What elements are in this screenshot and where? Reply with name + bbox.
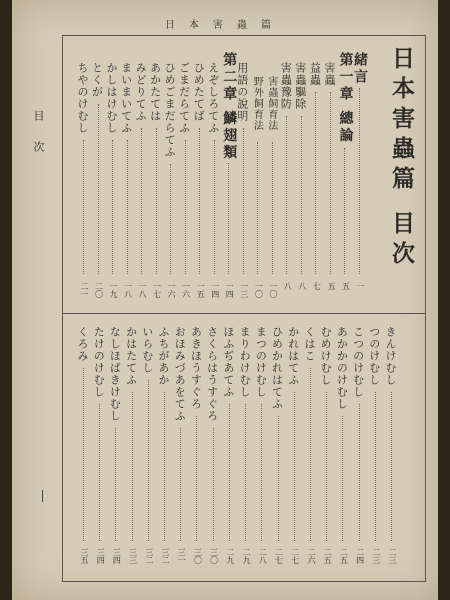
lower-entry-page: 二三 xyxy=(371,548,381,564)
upper-entry-label: 緒言 xyxy=(352,52,368,86)
upper-entry-page: 一三 xyxy=(239,282,249,298)
lower-entry-label: あかかのけむし xyxy=(335,326,349,410)
leader-dots xyxy=(326,392,328,541)
leader-dots xyxy=(156,128,158,274)
leader-dots xyxy=(83,140,85,274)
lower-entry-label: さくらはうすぐろ xyxy=(205,326,219,422)
upper-entry-page: 七 xyxy=(312,282,322,290)
lower-entry-label: つのけむし xyxy=(367,326,381,386)
leader-dots xyxy=(148,380,150,541)
lower-entry-label: なしほばきけむし xyxy=(108,326,122,422)
leader-dots xyxy=(196,416,198,541)
upper-entry-label: 害蟲豫防 xyxy=(279,62,293,110)
upper-entry-page: 一五 xyxy=(196,282,206,298)
leader-dots xyxy=(83,368,85,541)
leader-dots xyxy=(359,404,361,541)
leader-dots xyxy=(344,148,346,274)
upper-entry-page: 一四 xyxy=(225,282,235,298)
leader-dots xyxy=(180,428,182,541)
leader-dots xyxy=(199,128,201,274)
leader-dots xyxy=(112,140,114,274)
lower-entry-page: 三〇 xyxy=(209,548,219,564)
upper-entry-page: 一四 xyxy=(210,282,220,298)
lower-entry-label: いらむし xyxy=(140,326,154,374)
leader-dots xyxy=(301,116,303,274)
lower-entry-page: 三三 xyxy=(128,548,138,564)
leader-dots xyxy=(315,92,317,274)
running-head: 日本害蟲篇 xyxy=(165,20,285,31)
lower-entry-page: 二四 xyxy=(355,548,365,564)
upper-entry-label: 野外飼育法 xyxy=(251,76,263,131)
lower-entry-page: 二八 xyxy=(258,548,268,564)
leader-dots xyxy=(115,428,117,541)
upper-entry-page: 一六 xyxy=(181,282,191,298)
upper-entry-label: ひめたてば xyxy=(192,62,206,122)
leader-dots xyxy=(375,392,377,541)
lower-entry-label: まりわけむし xyxy=(238,326,252,398)
leader-dots xyxy=(359,88,361,274)
lower-entry-label: たけのけむし xyxy=(92,326,106,398)
lower-entry-page: 三二 xyxy=(161,548,171,564)
upper-entry-label: 第一章 總論 xyxy=(337,52,354,145)
lower-entry-label: ほふぢあてふ xyxy=(221,326,235,398)
leader-dots xyxy=(261,404,263,541)
upper-entry-page: 八 xyxy=(283,282,293,290)
lower-entry-label: くはこ xyxy=(302,326,316,362)
upper-entry-page: 五 xyxy=(326,282,336,290)
leader-dots xyxy=(132,392,134,541)
leader-dots xyxy=(98,104,100,274)
margin-tick xyxy=(42,490,43,502)
upper-entry-page: 二〇 xyxy=(94,282,104,298)
leader-dots xyxy=(342,416,344,541)
lower-entry-label: ふちがあか xyxy=(157,326,171,386)
upper-entry-page: 一 xyxy=(356,282,365,290)
upper-entry-label: まいまいてふ xyxy=(119,62,133,134)
lower-entry-page: 二七 xyxy=(290,548,300,564)
lower-entry-page: 二三 xyxy=(388,548,397,564)
leader-dots xyxy=(310,368,312,541)
lower-entry-label: こつのけむし xyxy=(351,326,365,398)
upper-entry-label: 第二章 鱗翅類 xyxy=(221,52,238,162)
upper-entry-page: 一七 xyxy=(152,282,162,298)
leader-dots xyxy=(127,140,129,274)
contents-title: 日本害蟲篇 目次 xyxy=(388,46,415,272)
section-divider xyxy=(63,313,425,314)
upper-entry-label: あかたては xyxy=(148,62,162,122)
leader-dots xyxy=(391,392,393,541)
lower-entry-label: ひめかれはてふ xyxy=(270,326,284,410)
leader-dots xyxy=(141,128,143,274)
lower-entry-label: かれはてふ xyxy=(286,326,300,386)
upper-entry-page: 一六 xyxy=(167,282,177,298)
upper-entry-label: ごまだらてふ xyxy=(177,62,191,134)
lower-entry-page: 三二 xyxy=(144,548,154,564)
upper-entry-page: 一八 xyxy=(138,282,148,298)
lower-entry-label: きんけむし xyxy=(384,326,397,386)
leader-dots xyxy=(99,404,101,541)
leader-dots xyxy=(228,163,230,274)
upper-entry-label: みどりてふ xyxy=(134,62,148,122)
lower-entry-page: 二五 xyxy=(323,548,333,564)
lower-entry-label: おほみづあをてふ xyxy=(173,326,187,422)
upper-entry-page: 一〇 xyxy=(254,282,264,298)
lower-entry-label: かはたてふ xyxy=(124,326,138,386)
lower-entry-page: 三〇 xyxy=(193,548,203,564)
leader-dots xyxy=(278,416,280,541)
leader-dots xyxy=(243,128,245,274)
leader-dots xyxy=(213,428,215,541)
upper-entry-label: 害蟲 xyxy=(322,62,336,86)
leader-dots xyxy=(229,404,231,541)
upper-entry-label: えぞしろてふ xyxy=(206,62,220,134)
upper-entry-page: 二一 xyxy=(80,282,89,298)
lower-entry-label: まつのけむし xyxy=(254,326,268,398)
side-label: 目次 xyxy=(32,110,45,172)
upper-entry-label: 益蟲 xyxy=(308,62,322,86)
lower-entry-label: くろみ xyxy=(76,326,89,362)
leader-dots xyxy=(164,392,166,541)
leader-dots xyxy=(294,392,296,541)
upper-entry-page: 一八 xyxy=(123,282,133,298)
upper-entry-label: 害蟲飼育法 xyxy=(265,76,277,131)
upper-entry-label: 害蟲驅除 xyxy=(293,62,307,110)
lower-entry-page: 三一 xyxy=(177,548,187,564)
leader-dots xyxy=(257,142,259,274)
lower-entry-page: 三四 xyxy=(112,548,122,564)
lower-entry-page: 二九 xyxy=(225,548,235,564)
leader-dots xyxy=(214,140,216,274)
leader-dots xyxy=(286,116,288,274)
leader-dots xyxy=(330,92,332,274)
leader-dots xyxy=(185,140,187,274)
leader-dots xyxy=(170,164,172,274)
upper-entry-label: 用語の說明 xyxy=(235,62,249,122)
upper-entry-page: 五 xyxy=(341,282,351,290)
upper-entry-label: かしはけむし xyxy=(105,62,119,134)
upper-entry-label: とくが xyxy=(90,62,104,98)
leader-dots xyxy=(245,404,247,541)
lower-entry-page: 二九 xyxy=(242,548,252,564)
lower-entry-label: むめけむし xyxy=(319,326,333,386)
contents-frame xyxy=(62,35,426,582)
leader-dots xyxy=(272,142,274,274)
lower-entry-page: 二六 xyxy=(306,548,316,564)
upper-entry-label: ひめごまだらてふ xyxy=(163,62,177,158)
upper-entry-page: 八 xyxy=(297,282,307,290)
upper-entry-page: 一〇 xyxy=(268,282,278,298)
lower-entry-page: 二七 xyxy=(274,548,284,564)
lower-entry-page: 二五 xyxy=(339,548,349,564)
lower-entry-label: あきほうすぐろ xyxy=(189,326,203,410)
lower-entry-page: 三五 xyxy=(80,548,89,564)
upper-entry-label: ちやのけむし xyxy=(76,62,89,134)
upper-entry-page: 一九 xyxy=(109,282,119,298)
lower-entry-page: 三四 xyxy=(96,548,106,564)
book-page xyxy=(12,0,438,600)
